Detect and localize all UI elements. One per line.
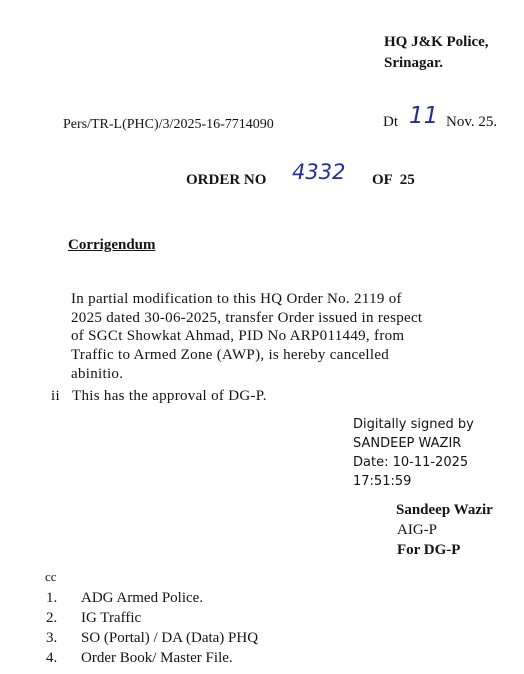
cc-item-number: 4. — [46, 650, 58, 666]
body-line: In partial modification to this HQ Order No. 2119 of — [71, 291, 402, 307]
body-line: abinitio. — [71, 366, 124, 382]
digital-signature-line: SANDEEP WAZIR — [353, 436, 462, 451]
cc-label: cc — [45, 569, 57, 584]
digital-signature-line: Date: 10-11-2025 — [353, 455, 469, 470]
signatory-name: Sandeep Wazir — [396, 502, 493, 518]
date-label: Dt — [383, 114, 398, 130]
digital-signature-line: 17:51:59 — [353, 474, 412, 489]
cc-item: SO (Portal) / DA (Data) PHQ — [81, 630, 259, 646]
order-number-handwritten: 4332 — [292, 160, 346, 184]
date-month-year: Nov. 25. — [446, 114, 498, 130]
cc-item-number: 3. — [46, 630, 58, 646]
signatory-designation: AIG-P — [397, 522, 437, 538]
office-name: HQ J&K Police, — [384, 34, 489, 50]
signatory-for: For DG-P — [397, 542, 461, 558]
cc-item: ADG Armed Police. — [81, 590, 204, 606]
approval-text: This has the approval of DG-P. — [72, 388, 267, 404]
body-line: Traffic to Armed Zone (AWP), is hereby cancelled — [71, 347, 390, 363]
body-line: of SGCt Showkat Ahmad, PID No ARP011449, from — [71, 328, 405, 344]
office-city: Srinagar. — [384, 55, 444, 71]
digital-signature-line: Digitally signed by — [353, 417, 474, 432]
order-label: ORDER NO — [186, 172, 267, 188]
cc-item-number: 2. — [46, 610, 58, 626]
date-day-handwritten: 11 — [409, 103, 439, 129]
body-line: 2025 dated 30-06-2025, transfer Order issued in respect — [71, 310, 423, 326]
cc-item: IG Traffic — [81, 610, 142, 626]
reference-number: Pers/TR-L(PHC)/3/2025-16-7714090 — [63, 117, 274, 132]
cc-item-number: 1. — [46, 590, 58, 606]
subject-heading: Corrigendum — [68, 237, 156, 253]
order-year: OF 25 — [372, 172, 415, 188]
cc-item: Order Book/ Master File. — [81, 650, 233, 666]
approval-marker: ii — [51, 388, 60, 404]
